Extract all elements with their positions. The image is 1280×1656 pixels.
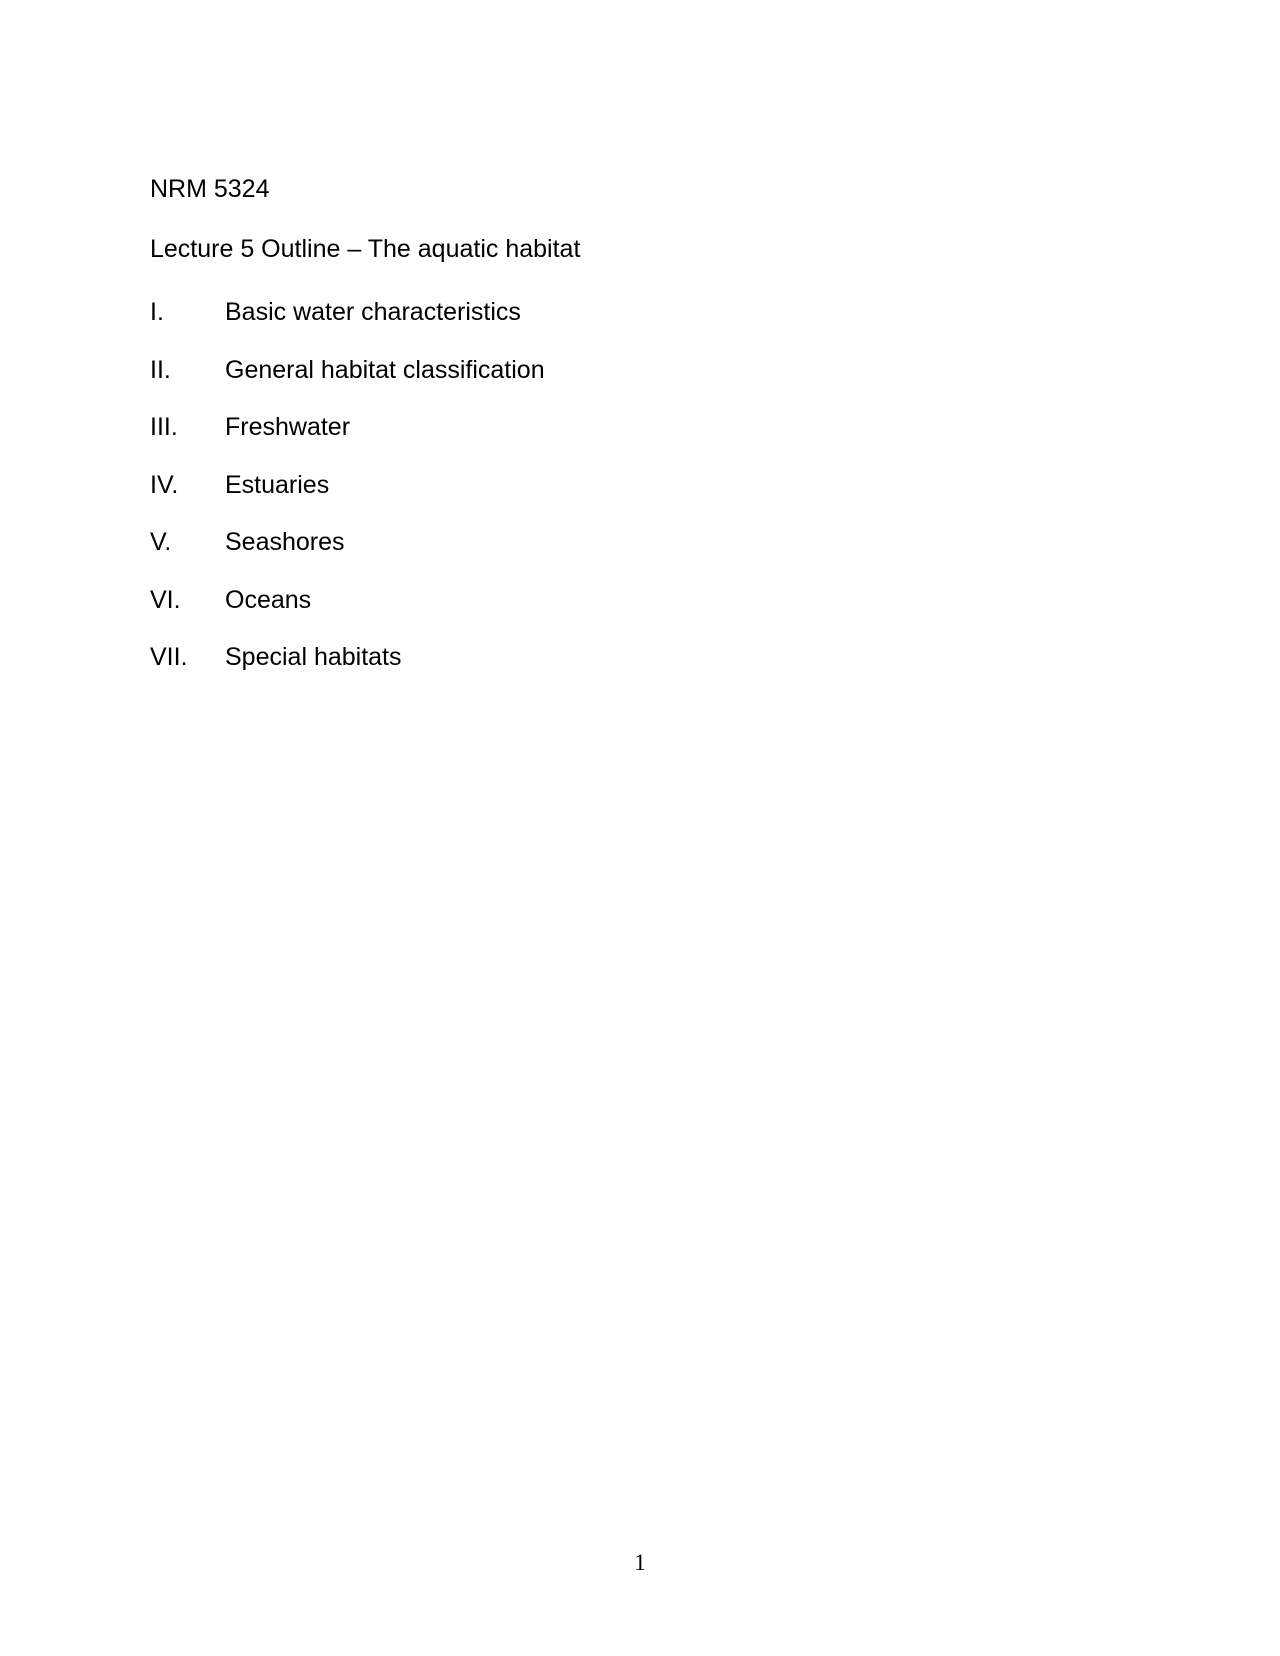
- outline-item-text: General habitat classification: [225, 355, 545, 384]
- outline-item: [150, 355, 545, 413]
- outline-item: [150, 527, 545, 585]
- outline-item-text: Special habitats: [225, 643, 402, 671]
- outline-item: [150, 412, 545, 470]
- page-number: 1: [634, 1550, 646, 1575]
- outline-numeral: IV.: [150, 470, 179, 499]
- outline-item: [150, 297, 545, 355]
- outline-item: [150, 470, 545, 528]
- outline-item: [150, 642, 545, 700]
- outline-numeral: I.: [150, 298, 164, 326]
- outline-list: [150, 297, 545, 700]
- outline-item-text: Estuaries: [225, 470, 330, 499]
- outline-item-text: Freshwater: [225, 413, 351, 441]
- outline-numeral: V.: [150, 528, 172, 556]
- outline-numeral: II.: [150, 355, 171, 384]
- course-code: NRM 5324: [150, 175, 270, 203]
- outline-item: [150, 585, 545, 643]
- outline-numeral: III.: [150, 413, 178, 441]
- outline-item-text: Seashores: [225, 528, 345, 556]
- outline-item-text: Basic water characteristics: [225, 298, 521, 326]
- outline-item-text: Oceans: [225, 585, 312, 614]
- lecture-title: Lecture 5 Outline – The aquatic habitat: [150, 235, 581, 263]
- outline-numeral: VII.: [150, 643, 188, 671]
- outline-numeral: VI.: [150, 585, 181, 614]
